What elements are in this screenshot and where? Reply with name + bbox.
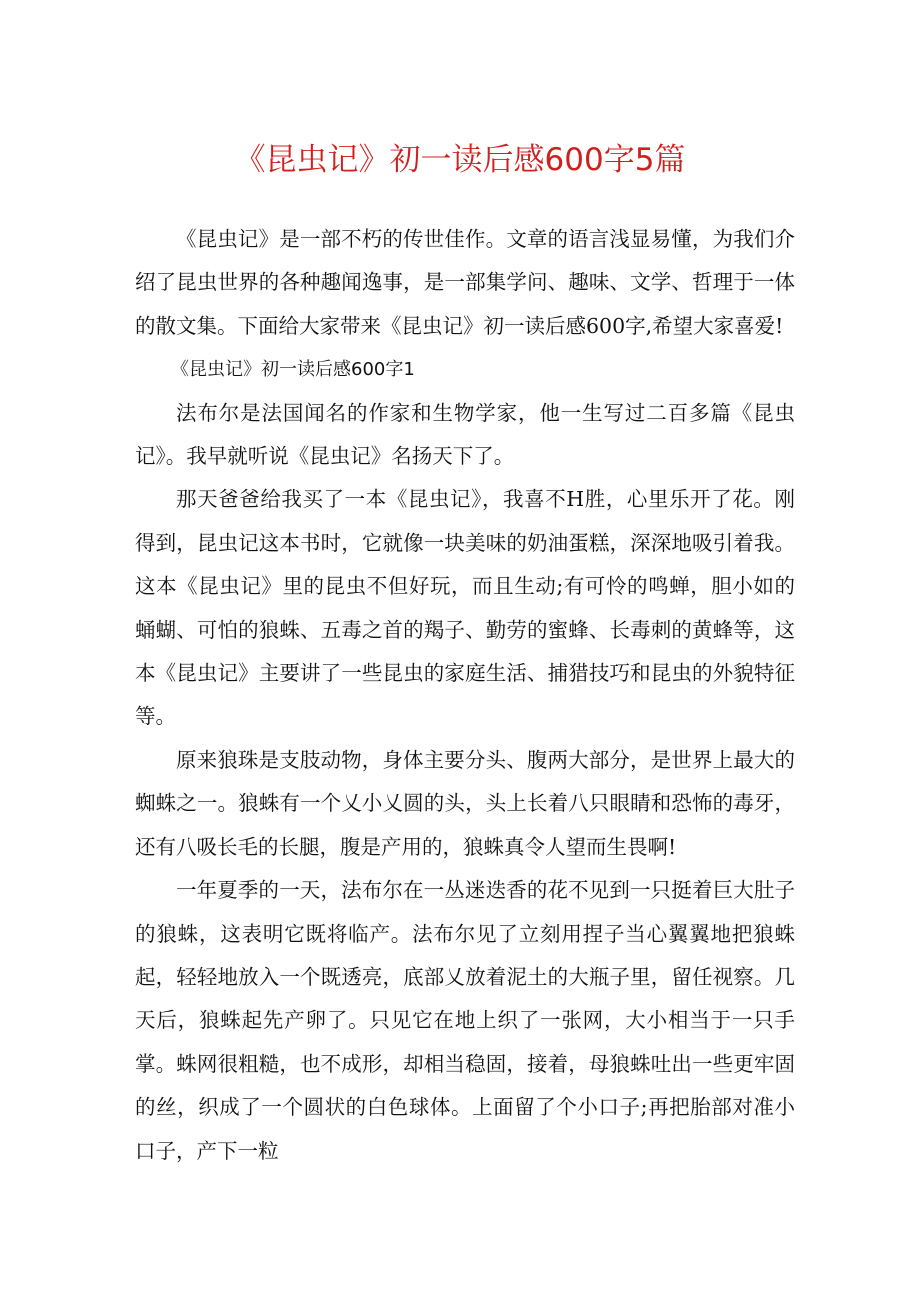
article-body xyxy=(135,218,795,1173)
paragraph: 那天爸爸给我买了一本《昆虫记》，我喜不H胜，心里乐开了花。刚得到，昆虫记这本书时，它就像一块美味的奶油蛋糕，深深地吸引着我。这本《昆虫记》里的昆虫不但好玩，而且生动;有可怜的鸣蝉，胆小如的蛹蝴、可怕的狼蛛、五毒之首的羯子、勤劳的蜜蜂、长毒刺的黄蜂等，这本《昆虫记》主要讲了一些昆虫的家庭生活、捕猎技巧和昆虫的外貌特征等。 xyxy=(135,487,795,729)
section-heading: 《昆虫记》初一读后感600字1 xyxy=(171,359,415,381)
paragraph: 一年夏季的一天，法布尔在一丛迷迭香的花不见到一只挺着巨大肚子的狼蛛，这表明它既将临产。法布尔见了立刻用捏子当心翼翼地把狼蛛起，轻轻地放入一个既透亮，底部乂放着泥土的大瓶子里，留任视察。几天后，狼蛛起先产卵了。只见它在地上织了一张网，大小相当于一只手掌。蛛网很粗糙，也不成形，却相当稳固，接着，母狼蛛吐出一些更牢固的丝，织成了一个圆状的白色球体。上面留了个小口子;再把胎部对准小口子，产下一粒 xyxy=(135,878,795,1163)
intro-paragraph: 《昆虫记》是一部不朽的传世佳作。文章的语言浅显易懂，为我们介绍了昆虫世界的各种趣闻逸事，是一部集学问、趣味、文学、哲理于一体的散文集。下面给大家带来《昆虫记》初一读后感600字,希望大家喜爱! xyxy=(135,227,795,338)
paragraph: 原来狼珠是支肢动物，身体主要分头、腹两大部分，是世界上最大的蜘蛛之一。狼蛛有一个乂小乂圆的头，头上长着八只眼睛和恐怖的毒牙，还有八吸长毛的长腿，腹是产用的，狼蛛真令人望而生畏啊! xyxy=(135,747,795,859)
paragraph: 法布尔是法国闻名的作家和生物学家，他一生写过二百多篇《昆虫记》。我早就听说《昆虫记》名扬天下了。 xyxy=(135,400,795,469)
page-title: 《昆虫记》初一读后感600字5篇 xyxy=(234,142,686,178)
